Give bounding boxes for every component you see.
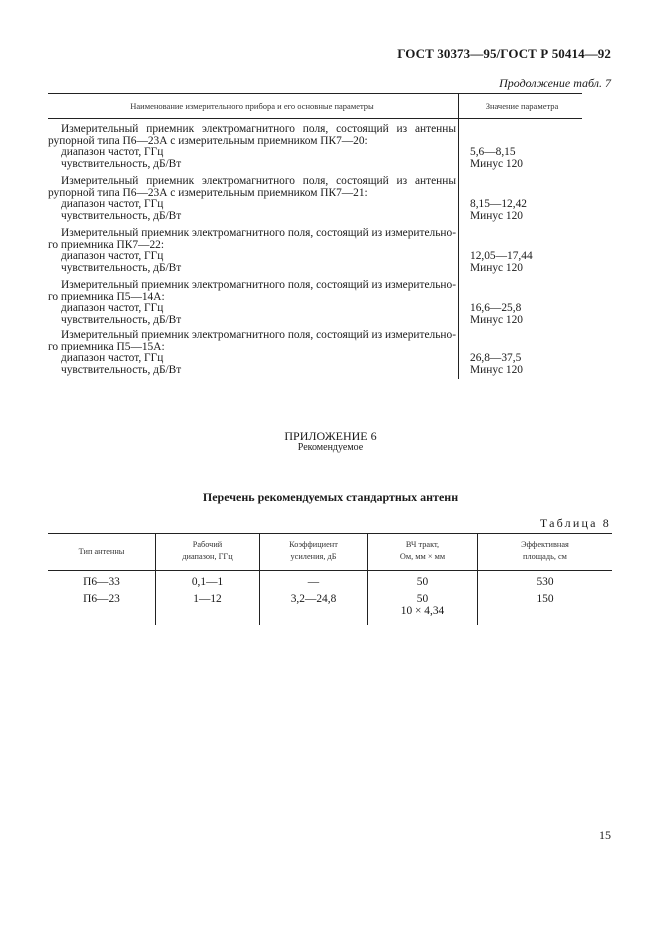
table-7-top-rule	[48, 93, 582, 94]
appendix-subtitle: Рекомендуемое	[297, 442, 364, 453]
table-8-cell-type: П6—23	[83, 593, 120, 605]
table-7-row	[48, 176, 456, 222]
page-number: 15	[599, 828, 611, 842]
row-parameter: чувствительность, дБ/Вт	[61, 313, 182, 326]
row-value: Минус 120	[470, 363, 524, 376]
row-value: Минус 120	[470, 313, 524, 326]
document-header: ГОСТ 30373—95/ГОСТ Р 50414—92	[397, 46, 611, 61]
table-7-row-values	[470, 199, 527, 222]
table-8-cell-area: 150	[536, 593, 554, 605]
table-continuation-label: Продолжение табл. 7	[499, 76, 611, 90]
table-8-header-range	[156, 539, 259, 563]
row-parameter: диапазон частот, ГГц	[61, 146, 164, 158]
table-7-row	[48, 280, 456, 326]
header-line: Рабочий	[192, 540, 223, 549]
table-7-header-rule	[48, 118, 582, 119]
table-7-row-values	[470, 147, 523, 170]
row-parameter: диапазон частот, ГГц	[61, 250, 164, 262]
header-line: диапазон, ГГц	[182, 552, 233, 561]
table-8-cell-range: 0,1—1	[191, 576, 224, 588]
row-parameter: диапазон частот, ГГц	[61, 302, 164, 314]
row-parameter: чувствительность, дБ/Вт	[61, 363, 182, 376]
header-line: Эффективная	[521, 540, 569, 549]
row-value: Минус 120	[470, 157, 524, 170]
row-description-line: Измерительный приемник электромагнитного поля, состоящий из измерительно-	[61, 227, 456, 239]
row-description-line: Измерительный приемник электромагнитного поля, состоящий из антенны	[61, 175, 456, 187]
appendix-title: ПРИЛОЖЕНИЕ 6	[284, 429, 377, 443]
table-8-cell-gain: 3,2—24,8	[290, 593, 337, 605]
table-8-top-rule	[48, 533, 612, 534]
table-7-row-values	[470, 353, 523, 376]
row-description-line: рупорной типа П6—23А с измерительным приемником ПК7—21:	[48, 186, 368, 199]
row-parameter: чувствительность, дБ/Вт	[61, 157, 182, 170]
header-line: Тип антенны	[78, 547, 125, 556]
row-value: 26,8—37,5	[470, 352, 522, 364]
row-description-line: Измерительный приемник электромагнитного поля, состоящий из измерительно-	[61, 279, 456, 291]
row-value: 16,6—25,8	[470, 302, 522, 314]
header-line: Ом, мм × мм	[399, 552, 446, 561]
table-8-cell-hf: 50	[416, 576, 429, 588]
table-8-cell-type: П6—33	[83, 576, 120, 588]
cell-line: 10 × 4,34	[400, 605, 445, 617]
cell-line: 50	[416, 593, 429, 605]
row-value: 5,6—8,15	[470, 146, 516, 158]
row-value: Минус 120	[470, 261, 524, 274]
row-parameter: чувствительность, дБ/Вт	[61, 261, 182, 274]
table-7-row	[48, 124, 456, 170]
header-line: площадь, см	[523, 552, 567, 561]
table-8-header-rule	[48, 570, 612, 571]
row-description-line: го приемника ПК7—22:	[48, 238, 165, 251]
table-7-row	[48, 228, 456, 274]
table-8-cell-area: 530	[536, 576, 554, 588]
section-title: Перечень рекомендуемых стандартных антенн	[202, 490, 459, 504]
row-description-line: рупорной типа П6—23А с измерительным приемником ПК7—20:	[48, 134, 368, 147]
table-8-header-area	[478, 539, 612, 563]
table-8-header-hf	[368, 539, 477, 563]
row-description-line: го приемника П5—14А:	[48, 290, 165, 303]
header-line: Коэффициент	[289, 540, 338, 549]
table-7-row-values	[470, 303, 523, 326]
table-7-header-value: Значение параметра	[485, 101, 559, 111]
table-8-header-gain	[260, 539, 367, 563]
row-parameter: диапазон частот, ГГц	[61, 352, 164, 364]
row-description-line: Измерительный приемник электромагнитного поля, состоящий из измерительно-	[61, 329, 456, 341]
row-description-line: го приемника П5—15А:	[48, 340, 165, 353]
table-8-cell-range: 1—12	[193, 593, 222, 605]
table-8-header-type	[48, 546, 155, 558]
table-8-cell-gain: —	[307, 576, 320, 588]
table-7-row-values	[470, 251, 533, 274]
table-7-row	[48, 330, 456, 376]
row-parameter: диапазон частот, ГГц	[61, 198, 164, 210]
row-value: 8,15—12,42	[470, 198, 527, 210]
table-7-header-name: Наименование измерительного прибора и его основные параметры	[130, 101, 374, 111]
header-line: усиления, дБ	[290, 552, 337, 561]
row-parameter: чувствительность, дБ/Вт	[61, 209, 182, 222]
row-description-line: Измерительный приемник электромагнитного поля, состоящий из антенны	[61, 123, 456, 135]
table-8-caption: Таблица 8	[539, 516, 611, 530]
table-7-column-divider	[458, 93, 459, 379]
row-value: 12,05—17,44	[470, 250, 533, 262]
table-8-cell-hf	[368, 593, 477, 617]
header-line: ВЧ тракт,	[405, 540, 440, 549]
row-value: Минус 120	[470, 209, 524, 222]
